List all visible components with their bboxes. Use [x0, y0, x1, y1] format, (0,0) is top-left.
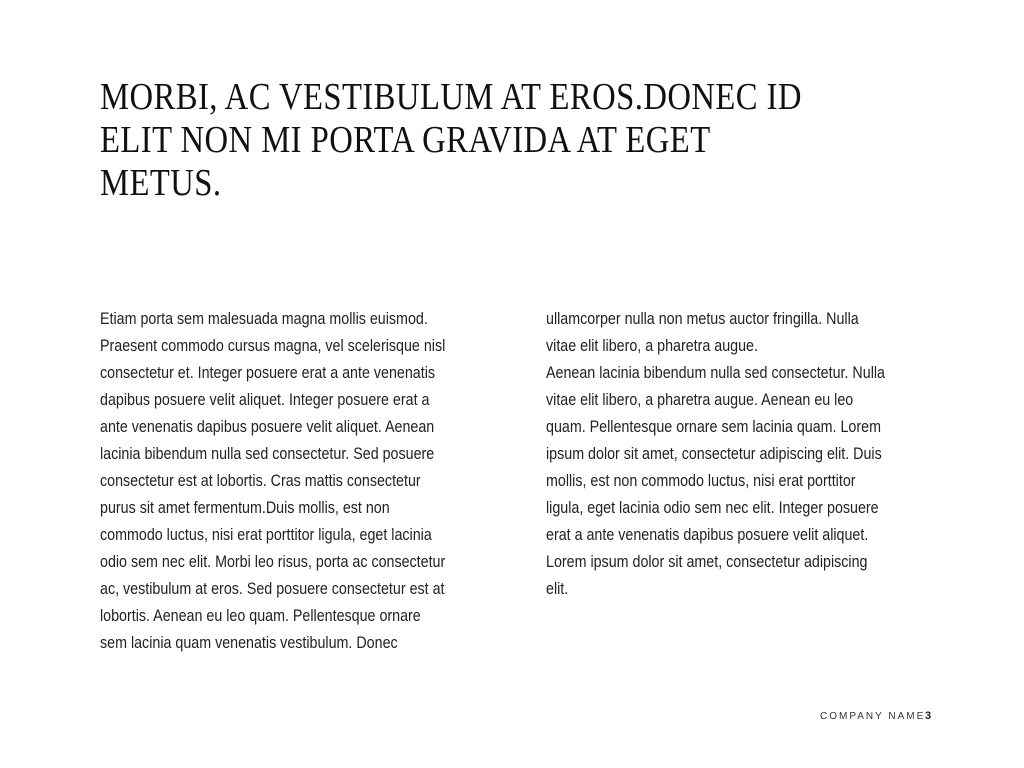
- footer-company-name: COMPANY NAME: [820, 711, 926, 722]
- text-line: ipsum dolor sit amet, consectetur adipiscing elit. Duis: [546, 444, 882, 463]
- text-line: vitae elit libero, a pharetra augue. Aenean eu leo: [546, 390, 854, 409]
- text-line: lobortis. Aenean eu leo quam. Pellentesque ornare: [100, 606, 421, 625]
- body-column-left: [100, 305, 445, 656]
- text-line: ante venenatis dapibus posuere velit aliquet. Aenean: [100, 417, 435, 436]
- text-line: mollis, est non commodo luctus, nisi erat porttitor: [546, 471, 856, 490]
- text-line: ligula, eget lacinia odio sem nec elit. Integer posuere: [546, 498, 879, 517]
- text-line: Praesent commodo cursus magna, vel scelerisque nisl: [100, 336, 446, 355]
- text-line: Etiam porta sem malesuada magna mollis euismod.: [100, 309, 428, 328]
- text-line: sem lacinia quam venenatis vestibulum. Donec: [100, 633, 398, 652]
- page-number: 3: [925, 710, 932, 722]
- text-line: ac, vestibulum at eros. Sed posuere consectetur est at: [100, 579, 445, 598]
- text-line: quam. Pellentesque ornare sem lacinia quam. Lorem: [546, 417, 881, 436]
- text-line: ullamcorper nulla non metus auctor fringilla. Nulla: [546, 309, 859, 328]
- title-line: ELIT NON MI PORTA GRAVIDA AT EGET: [100, 119, 711, 161]
- text-line: consectetur et. Integer posuere erat a ante venenatis: [100, 363, 436, 382]
- title-line: MORBI, AC VESTIBULUM AT EROS.DONEC ID: [100, 76, 802, 118]
- text-line: Aenean lacinia bibendum nulla sed consectetur. Nulla: [546, 363, 885, 382]
- text-line: purus sit amet fermentum.Duis mollis, est non: [100, 498, 390, 517]
- text-line: commodo luctus, nisi erat porttitor ligula, eget lacinia: [100, 525, 432, 544]
- text-line: vitae elit libero, a pharetra augue.: [546, 336, 758, 355]
- title-line: METUS.: [100, 162, 222, 204]
- text-line: elit.: [546, 579, 569, 598]
- text-line: erat a ante venenatis dapibus posuere velit aliquet.: [546, 525, 869, 544]
- page-title: [100, 76, 960, 205]
- text-line: consectetur est at lobortis. Cras mattis consectetur: [100, 471, 421, 490]
- text-line: odio sem nec elit. Morbi leo risus, porta ac consectetur: [100, 552, 446, 571]
- body-column-right: [546, 305, 885, 602]
- text-line: dapibus posuere velit aliquet. Integer posuere erat a: [100, 390, 430, 409]
- text-line: lacinia bibendum nulla sed consectetur. Sed posuere: [100, 444, 435, 463]
- text-line: Lorem ipsum dolor sit amet, consectetur adipiscing: [546, 552, 868, 571]
